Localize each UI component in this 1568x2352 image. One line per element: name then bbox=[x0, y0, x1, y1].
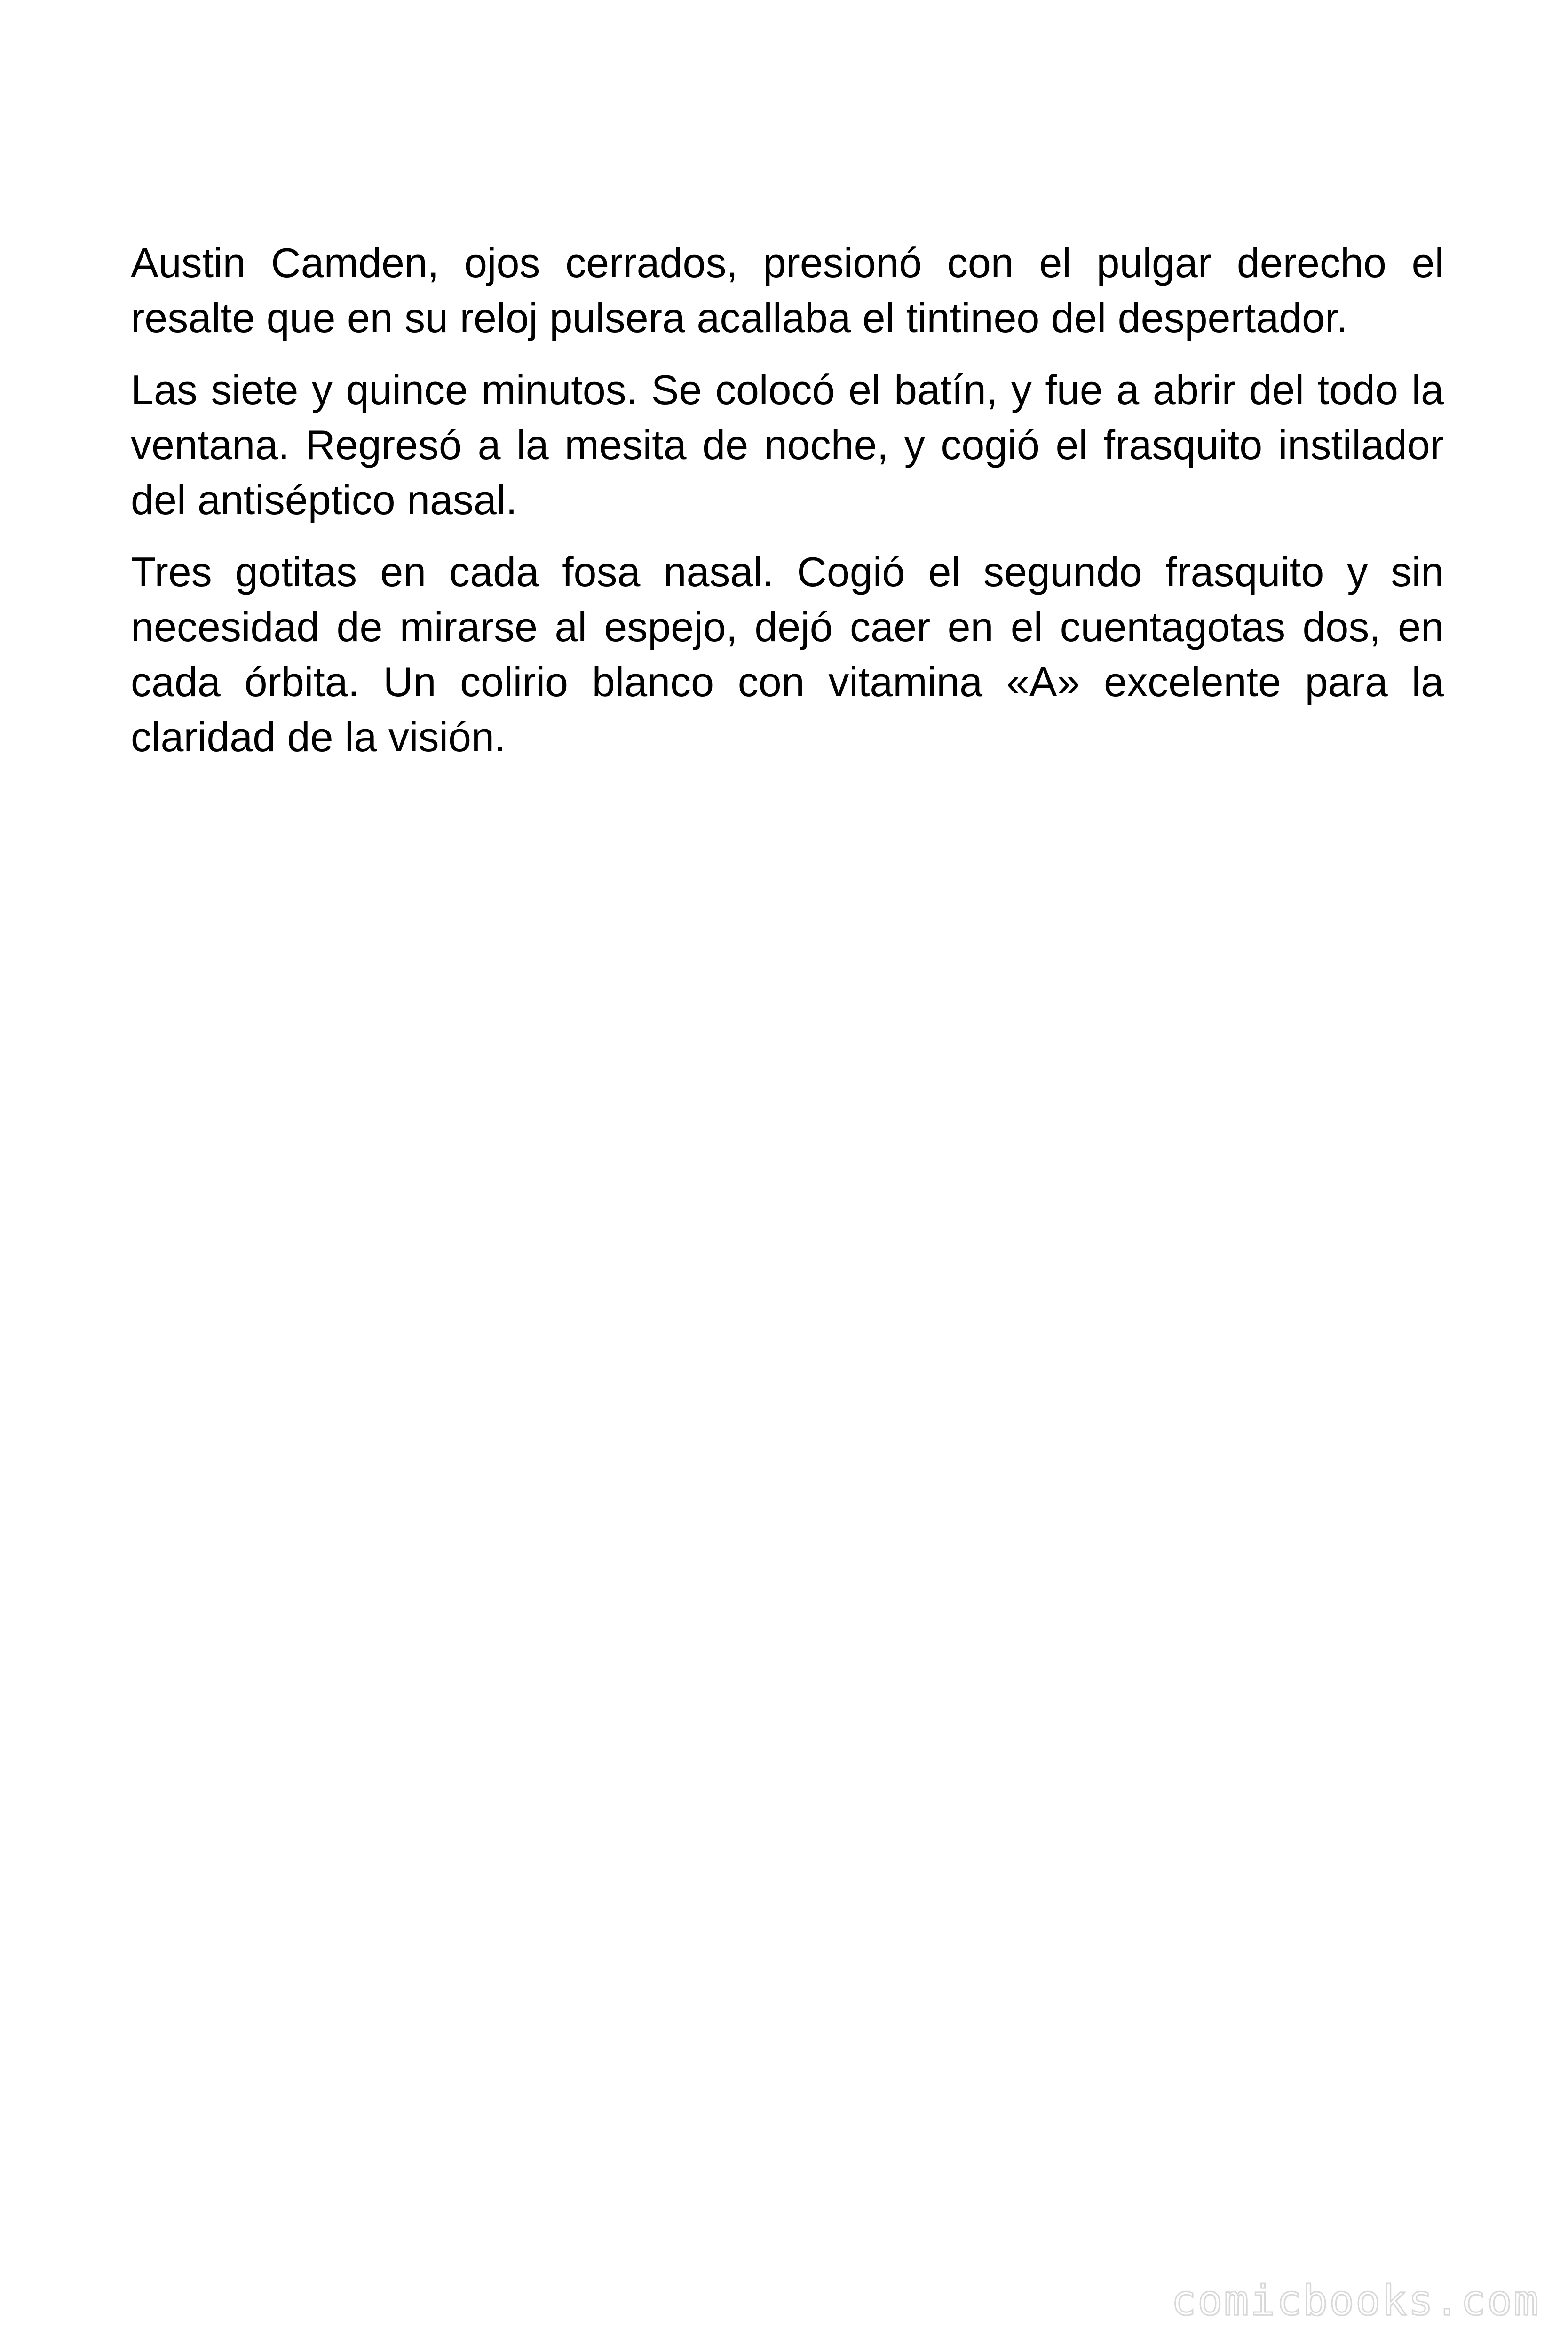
watermark: comicbooks.com bbox=[1171, 2276, 1540, 2325]
paragraph-2: Las siete y quince minutos. Se colocó el batín, y fue a abrir del todo la ventana. Regresó a la mesita de noche, y cogió el frasquito instilador del antiséptico nasal. bbox=[131, 366, 1444, 523]
paragraph-3: Tres gotitas en cada fosa nasal. Cogió el segundo frasquito y sin necesidad de mirarse al espejo, dejó caer en el cuentagotas dos, en cada órbita. Un colirio blanco con vitamina «A» excelente para la claridad de la visión. bbox=[131, 548, 1444, 760]
paragraph-1: Austin Camden, ojos cerrados, presionó con el pulgar derecho el resalte que en su reloj pulsera acallaba el tintineo del despertador. bbox=[131, 239, 1444, 341]
body-text bbox=[131, 235, 1444, 781]
